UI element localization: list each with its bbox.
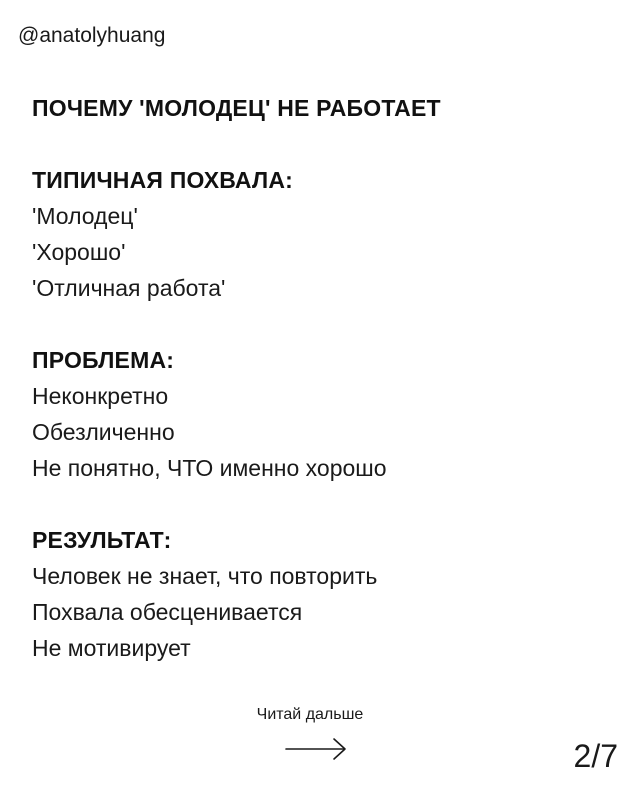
section-heading: ПРОБЛЕМА: bbox=[32, 347, 175, 373]
author-handle: @anatolyhuang bbox=[18, 24, 166, 47]
section-heading: РЕЗУЛЬТАТ: bbox=[32, 527, 172, 553]
section-lines bbox=[32, 558, 622, 666]
list-item: Неконкретно bbox=[32, 383, 169, 409]
list-item: 'Молодец' bbox=[32, 203, 138, 229]
list-item: Похвала обесценивается bbox=[32, 599, 303, 625]
slide-content bbox=[32, 90, 622, 702]
list-item: Человек не знает, что повторить bbox=[32, 563, 378, 589]
slide-title: ПОЧЕМУ 'МОЛОДЕЦ' НЕ РАБОТАЕТ bbox=[32, 95, 441, 121]
section-heading: ТИПИЧНАЯ ПОХВАЛА: bbox=[32, 167, 293, 193]
arrow-right-icon[interactable] bbox=[284, 736, 348, 762]
section-result bbox=[32, 522, 622, 666]
list-item: Обезличенно bbox=[32, 419, 175, 445]
page-counter: 2/7 bbox=[573, 738, 618, 774]
list-item: 'Отличная работа' bbox=[32, 275, 226, 301]
section-problem bbox=[32, 342, 622, 486]
section-lines bbox=[32, 198, 622, 306]
list-item: Не понятно, ЧТО именно хорошо bbox=[32, 455, 387, 481]
read-more-label[interactable]: Читай дальше bbox=[256, 706, 364, 723]
section-lines bbox=[32, 378, 622, 486]
list-item: Не мотивирует bbox=[32, 635, 191, 661]
list-item: 'Хорошо' bbox=[32, 239, 126, 265]
section-typical-praise bbox=[32, 162, 622, 306]
